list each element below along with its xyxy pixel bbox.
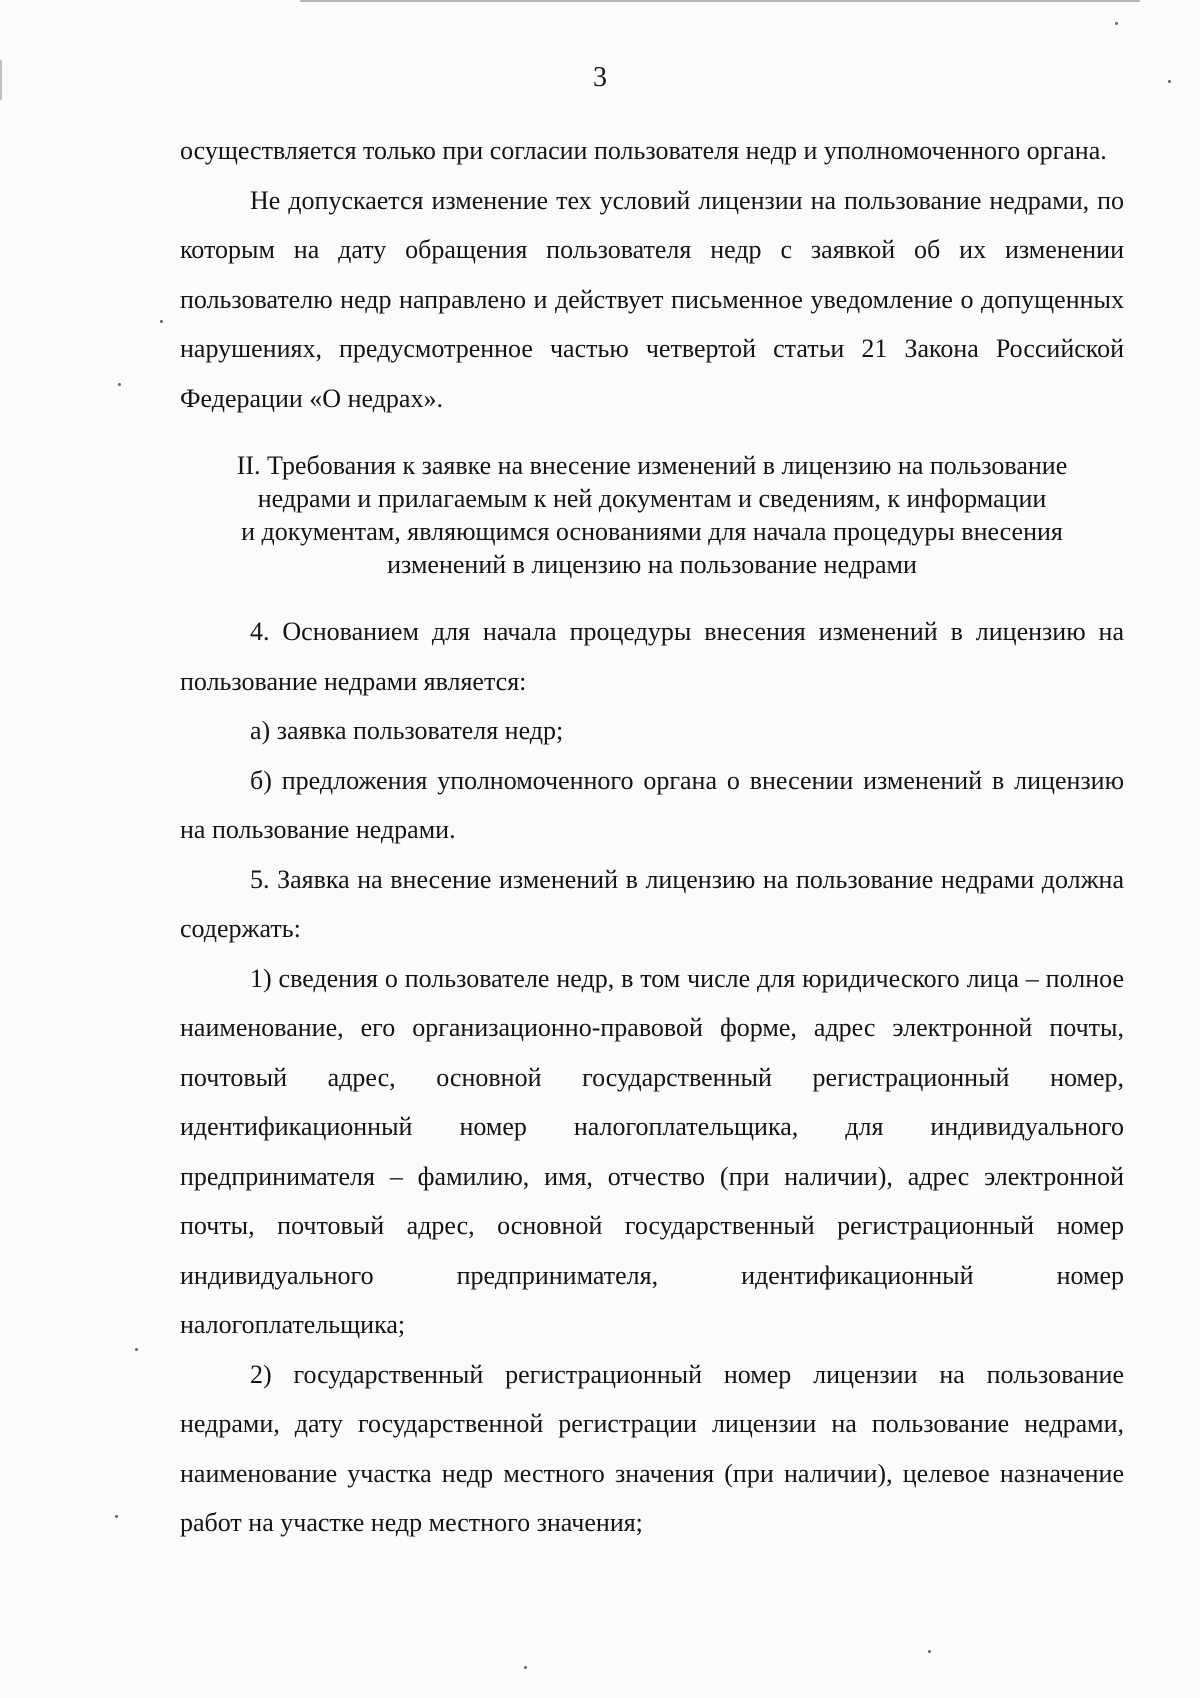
scan-speck	[115, 1515, 118, 1518]
section-heading-line: изменений в лицензию на пользование недрами	[387, 550, 917, 579]
scan-edge-line	[300, 0, 1140, 2]
scan-speck	[1115, 22, 1118, 25]
scan-speck	[1168, 80, 1171, 83]
list-item: 2) государственный регистрационный номер лицензии на пользование недрами, дату государственной регистрации лицензии на пользование недрами, наименование участка недр местного значения (при наличии), целевое назначение работ на участке недр местного значения;	[180, 1359, 1124, 1537]
list-item: 1) сведения о пользователе недр, в том числе для юридического лица – полное наименование, его организационно-правовой форме, адрес электронной почты, почтовый адрес, основной государственный регистрационный номер, идентификационный номер налогоплательщика, для индивидуального предпринимателя – фамилию, имя, отчество (при наличии), адрес электронной почты, почтовый адрес, основной государственный регистрационный номер индивидуального предпринимателя, идентификационный номер налогоплательщика;	[180, 963, 1124, 1339]
section-heading-line: и документам, являющимся основаниями для начала процедуры внесения	[241, 517, 1063, 546]
scan-speck	[135, 1348, 138, 1351]
paragraph: Не допускается изменение тех условий лицензии на пользование недрами, по которым на дату обращения пользователя недр с заявкой об их изменении пользователю недр направлено и действует письменное уведомление о допущенных нарушениях, предусмотренное частью четвертой статьи 21 Закона Российской Федерации «О недрах».	[180, 185, 1124, 413]
scan-speck	[118, 383, 121, 386]
scan-speck	[524, 1666, 527, 1669]
document-body	[180, 126, 1124, 1548]
list-item: б) предложения уполномоченного органа о внесении изменений в лицензию на пользование недрами.	[180, 765, 1124, 844]
paragraph: 5. Заявка на внесение изменений в лицензию на пользование недрами должна содержать:	[180, 864, 1124, 943]
scan-speck	[928, 1650, 931, 1653]
section-heading	[180, 449, 1124, 581]
list-item: а) заявка пользователя недр;	[250, 716, 564, 745]
section-heading-line: II. Требования к заявке на внесение изменений в лицензию на пользование	[236, 451, 1068, 480]
scan-speck	[160, 320, 163, 323]
paragraph: 4. Основанием для начала процедуры внесения изменений в лицензию на пользование недрами является:	[180, 617, 1124, 696]
paragraph: осуществляется только при согласии пользователя недр и уполномоченного органа.	[180, 136, 1107, 165]
page-number: 3	[593, 62, 607, 93]
section-heading-line: недрами и прилагаемым к ней документам и сведениям, к информации	[257, 484, 1047, 513]
